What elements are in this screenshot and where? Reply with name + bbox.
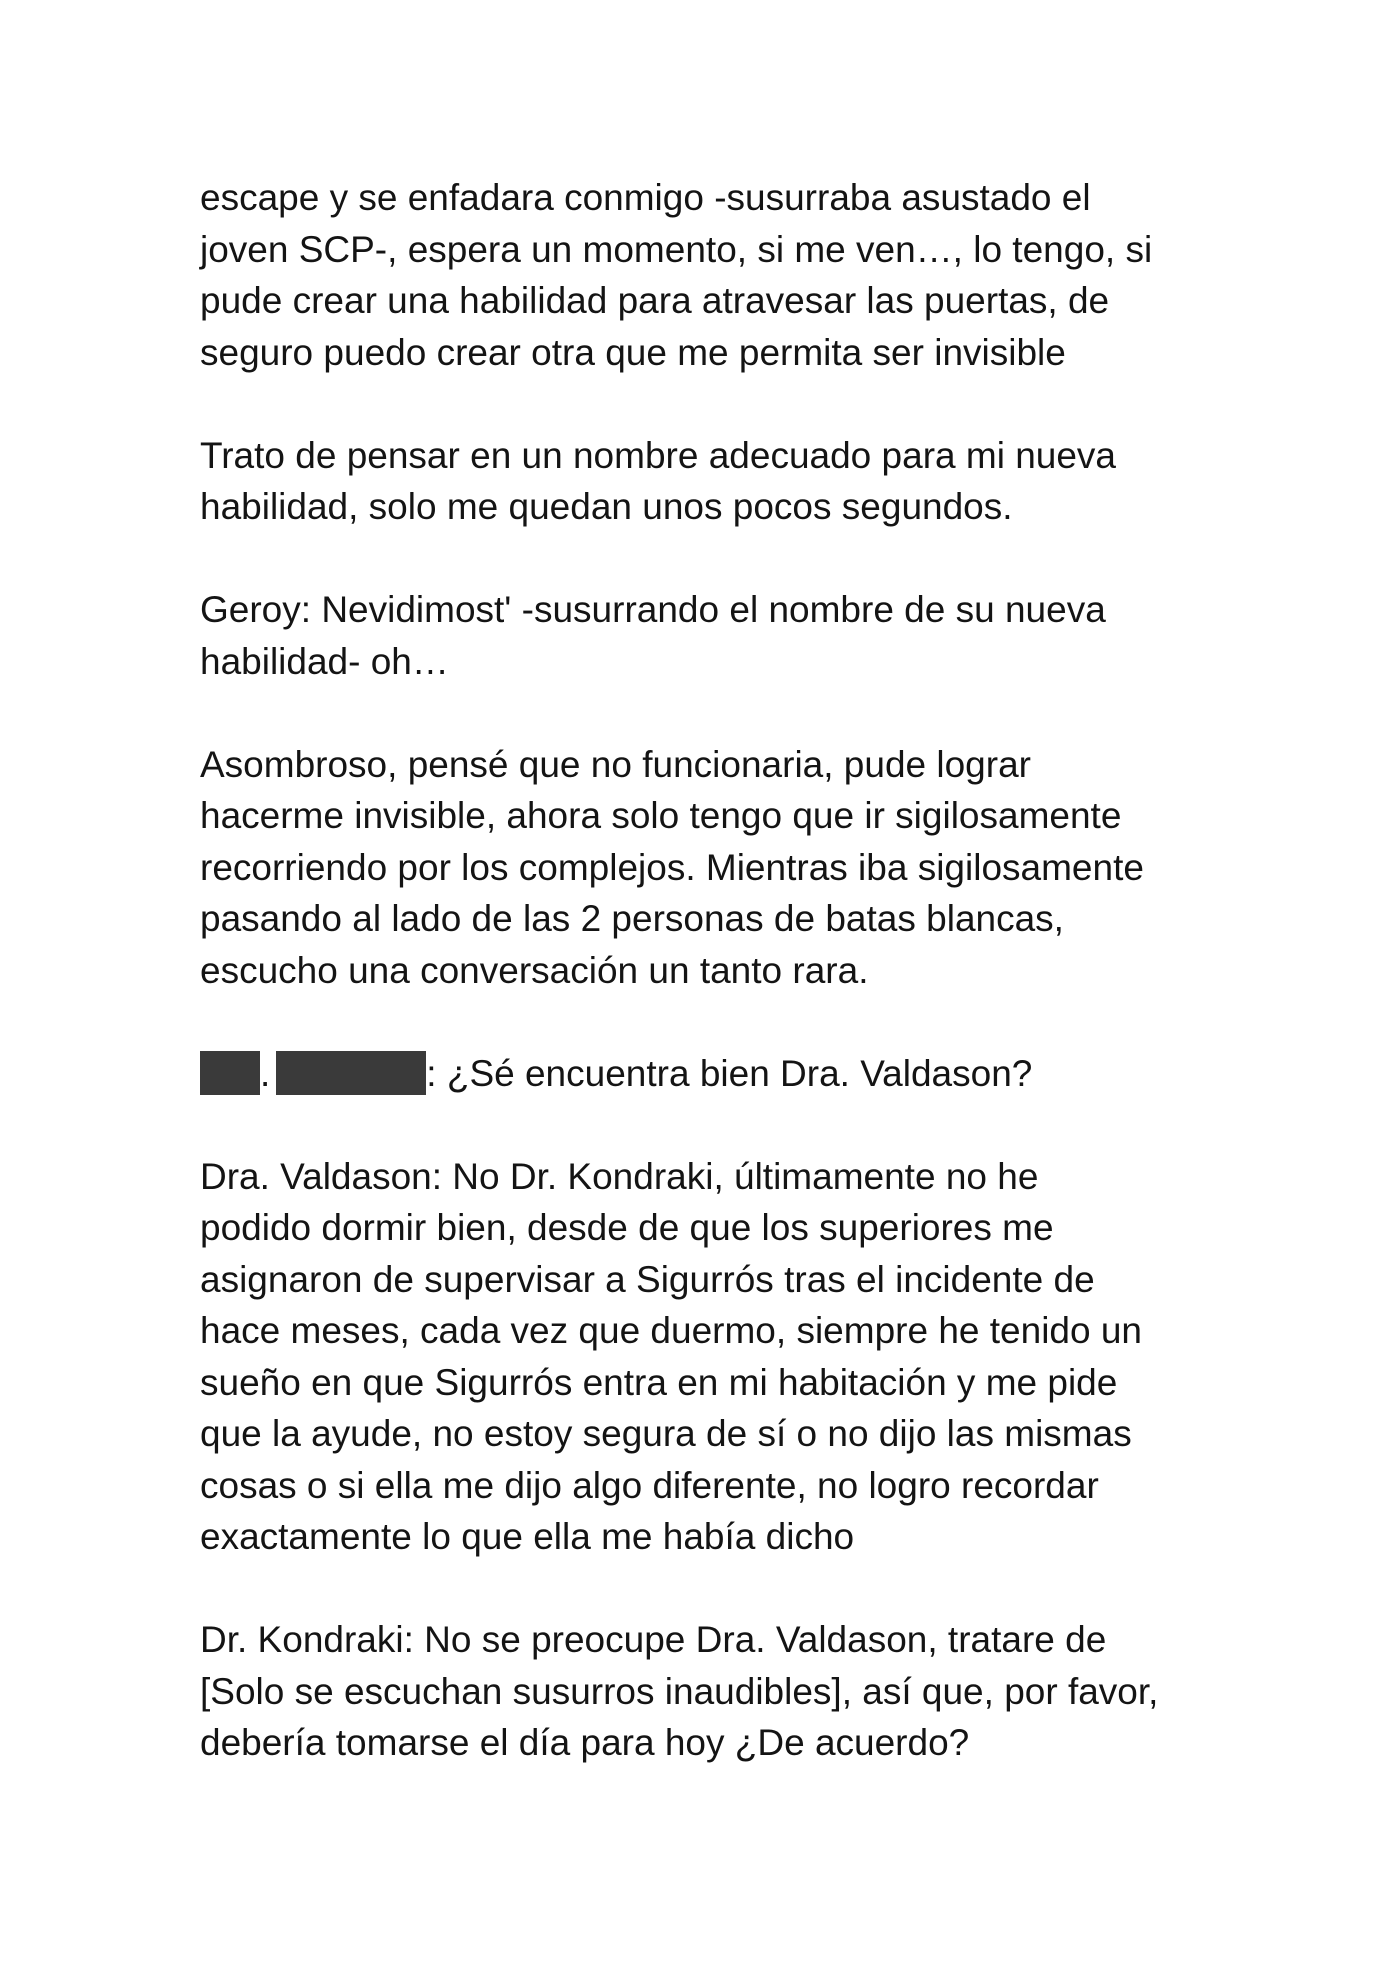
redacted-dialogue-line: [200, 1048, 1220, 1100]
text-line: Trato de pensar en un nombre adecuado para mi nueva: [200, 434, 1117, 476]
text-line: [Solo se escuchan susurros inaudibles], así que, por favor,: [200, 1670, 1159, 1712]
text-line: hace meses, cada vez que duermo, siempre he tenido un: [200, 1310, 1143, 1351]
text-line: podido dormir bien, desde de que los superiores me: [200, 1207, 1054, 1248]
text-line: asignaron de supervisar a Sigurrós tras el incidente de: [200, 1258, 1095, 1300]
redaction-bar: [200, 1051, 260, 1095]
paragraph-geroy: [200, 584, 1220, 687]
text-line: escucho una conversación un tanto rara.: [200, 949, 869, 991]
text-line: Dr. Kondraki: No se preocupe Dra. Valdason, tratare de: [200, 1619, 1107, 1660]
paragraph-asombroso: [200, 739, 1220, 997]
text-line: escape y se enfadara conmigo -susurraba asustado el: [200, 177, 1091, 218]
paragraph-trato: [200, 430, 1220, 533]
text-line: pasando al lado de las 2 personas de batas blancas,: [200, 898, 1064, 939]
text-line: que la ayude, no estoy segura de sí o no dijo las mismas: [200, 1413, 1132, 1454]
text-line: habilidad- oh…: [200, 640, 449, 682]
text-line: seguro puedo crear otra que me permita ser invisible: [200, 331, 1066, 373]
text-line: habilidad, solo me quedan unos pocos segundos.: [200, 486, 1013, 527]
paragraph-kondraki: [200, 1614, 1220, 1769]
redaction-separator: .: [260, 1052, 271, 1094]
text-line: joven SCP-, espera un momento, si me ven…, lo tengo, si: [200, 228, 1153, 270]
text-line: Geroy: Nevidimost' -susurrando el nombre de su nueva: [200, 589, 1106, 630]
paragraph-escape: [200, 172, 1220, 378]
text-line: sueño en que Sigurrós entra en mi habitación y me pide: [200, 1361, 1118, 1403]
text-line: cosas o si ella me dijo algo diferente, no logro recordar: [200, 1464, 1099, 1506]
dialogue-text: : ¿Sé encuentra bien Dra. Valdason?: [426, 1052, 1033, 1094]
paragraph-redacted-speaker: [200, 1048, 1220, 1100]
text-line: debería tomarse el día para hoy ¿De acuerdo?: [200, 1722, 970, 1763]
text-line: Asombroso, pensé que no funcionaria, pude lograr: [200, 743, 1031, 785]
text-line: pude crear una habilidad para atravesar las puertas, de: [200, 280, 1110, 321]
text-line: recorriendo por los complejos. Mientras iba sigilosamente: [200, 846, 1144, 888]
paragraph-valdason: [200, 1151, 1220, 1563]
text-line: hacerme invisible, ahora solo tengo que ir sigilosamente: [200, 795, 1122, 836]
document-page: [200, 172, 1220, 1820]
text-line: Dra. Valdason: No Dr. Kondraki, últimamente no he: [200, 1155, 1039, 1197]
text-line: exactamente lo que ella me había dicho: [200, 1516, 855, 1557]
redaction-bar: [276, 1051, 426, 1095]
